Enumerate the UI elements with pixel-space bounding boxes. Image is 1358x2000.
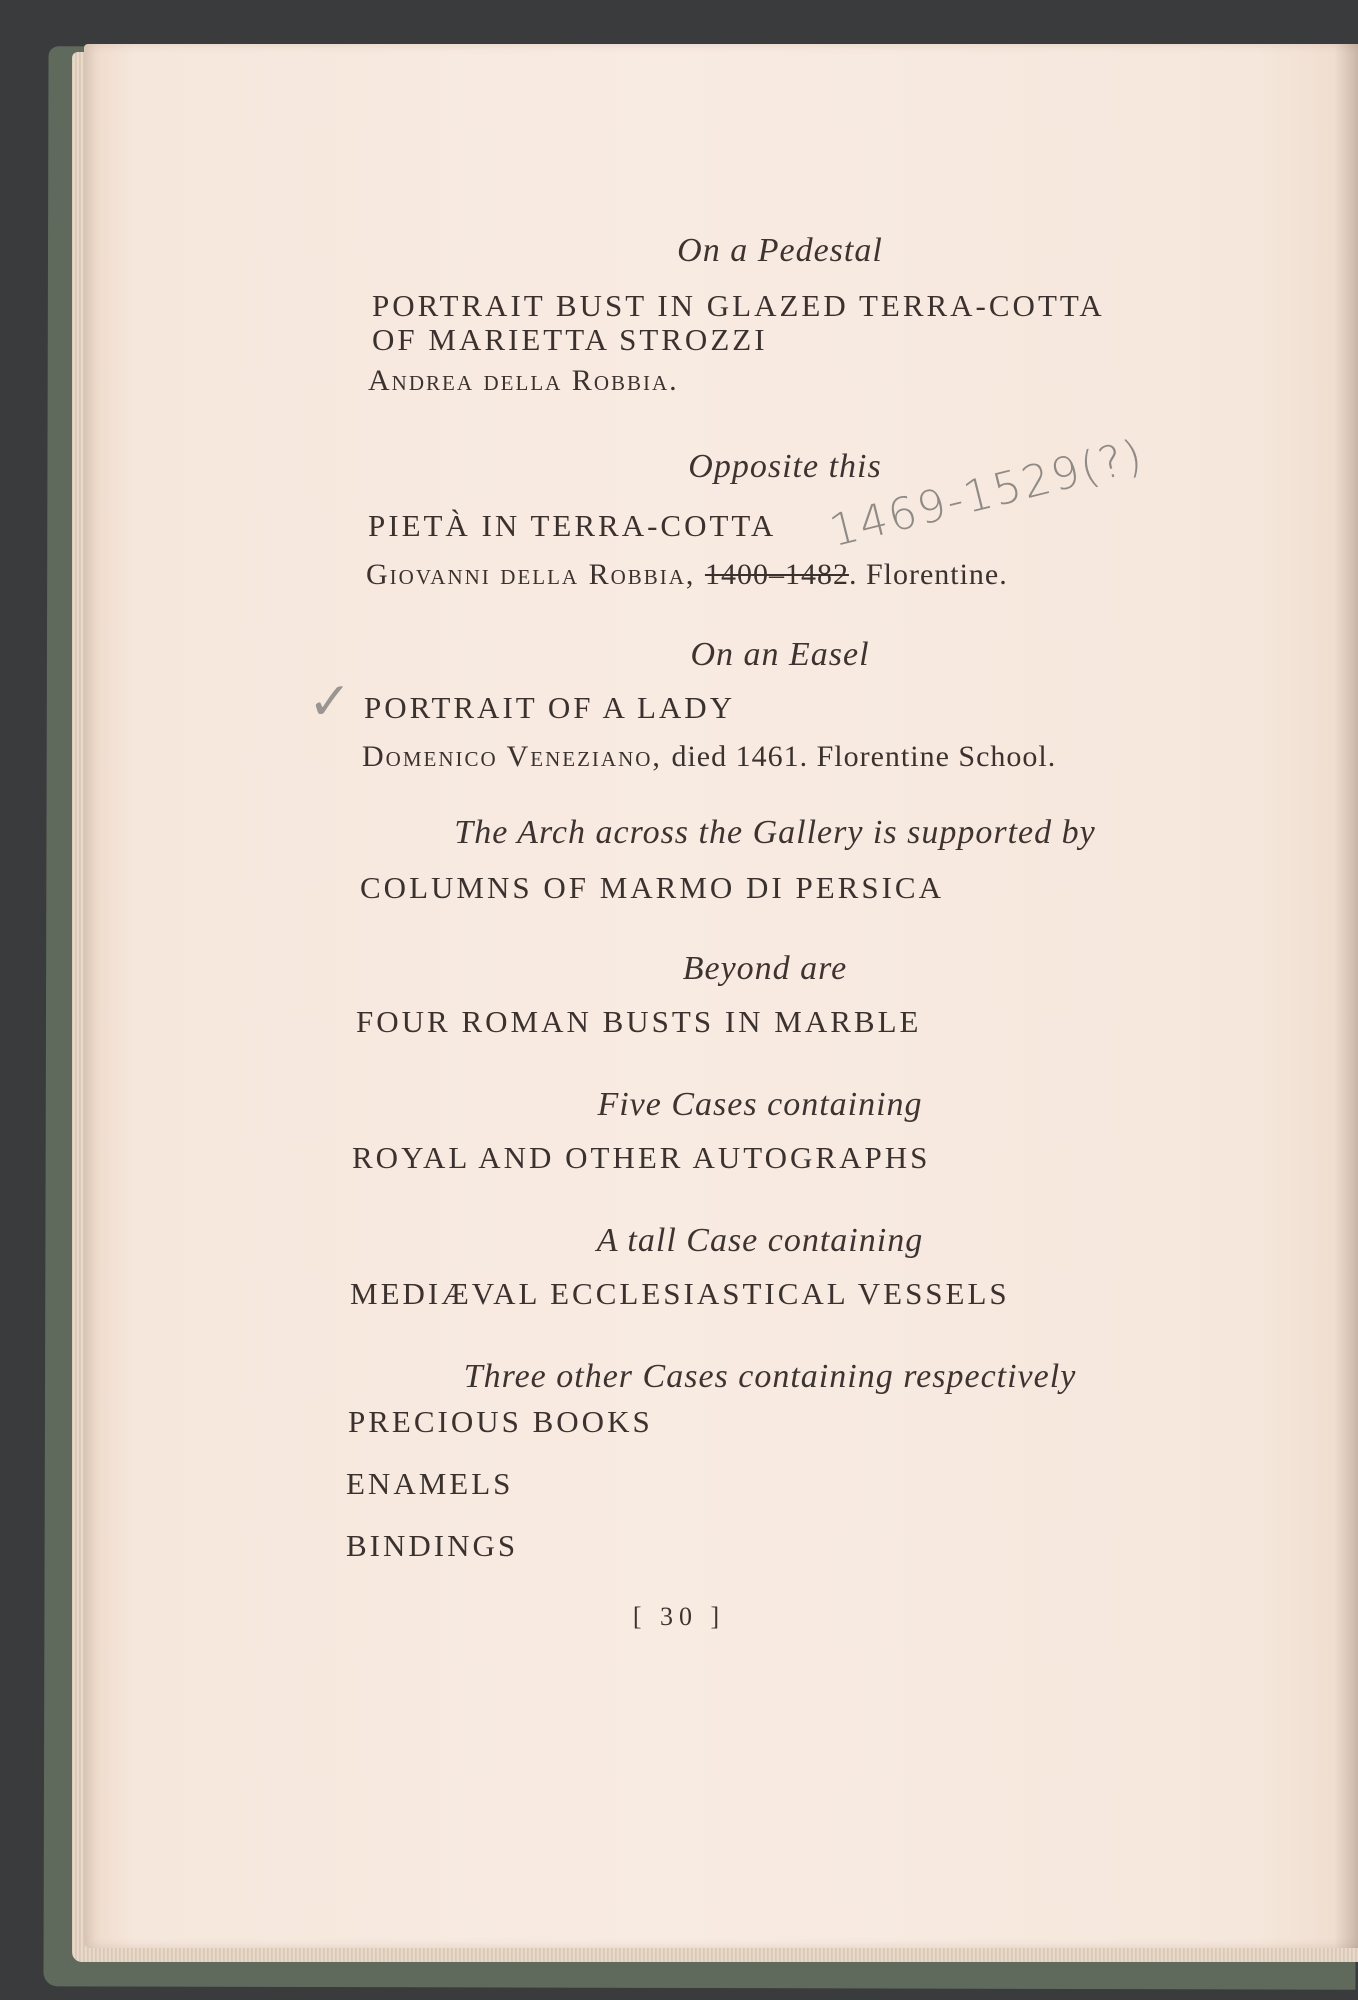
- entry-title-line: OF MARIETTA STROZZI: [372, 322, 768, 357]
- entry-attribution: Andrea della Robbia.: [368, 364, 679, 397]
- entry-heading: The Arch across the Gallery is supported by: [454, 814, 1096, 851]
- entry-title-line: COLUMNS OF MARMO DI PERSICA: [360, 870, 944, 905]
- entry-title-line: PORTRAIT OF A LADY: [364, 690, 736, 725]
- entry-title-line: ENAMELS: [346, 1466, 514, 1501]
- entry-attribution: [362, 740, 1056, 774]
- entry-heading: Five Cases containing: [597, 1086, 923, 1123]
- page-number-value: 30: [660, 1602, 698, 1631]
- entry-title-line: PIETÀ IN TERRA-COTTA: [368, 508, 777, 543]
- entry-title-line: BINDINGS: [346, 1528, 519, 1563]
- entry-title-line: PRECIOUS BOOKS: [348, 1404, 653, 1439]
- entry-title-line: MEDIÆVAL ECCLESIASTICAL VESSELS: [350, 1276, 1010, 1311]
- entry-heading: On a Pedestal: [677, 232, 883, 269]
- struck-dates: 1400–1482: [704, 558, 849, 591]
- attribution-name: Domenico Veneziano,: [362, 740, 662, 773]
- attribution-name: Giovanni della Robbia,: [366, 558, 696, 591]
- attribution-rest: died 1461. Florentine School.: [671, 740, 1057, 773]
- entry-attribution: [366, 558, 1008, 592]
- entry-title-line: ROYAL AND OTHER AUTOGRAPHS: [352, 1140, 931, 1175]
- entry-heading: Beyond are: [682, 950, 848, 987]
- entry-title-line: FOUR ROMAN BUSTS IN MARBLE: [356, 1004, 922, 1039]
- checkmark-icon: ✓: [308, 672, 352, 732]
- entry-heading: On an Easel: [690, 636, 870, 673]
- entry-heading: A tall Case containing: [596, 1222, 924, 1259]
- attribution-rest: . Florentine.: [848, 558, 1008, 591]
- handwritten-annotation: 1469-1529(?): [824, 429, 1149, 558]
- entry-heading: Opposite this: [688, 448, 882, 485]
- gutter-shadow: [1334, 44, 1358, 1948]
- page-number: [ 30 ]: [632, 1602, 726, 1631]
- entry-title-line: PORTRAIT BUST IN GLAZED TERRA-COTTA: [372, 288, 1105, 323]
- entry-heading: Three other Cases containing respectively: [463, 1358, 1077, 1395]
